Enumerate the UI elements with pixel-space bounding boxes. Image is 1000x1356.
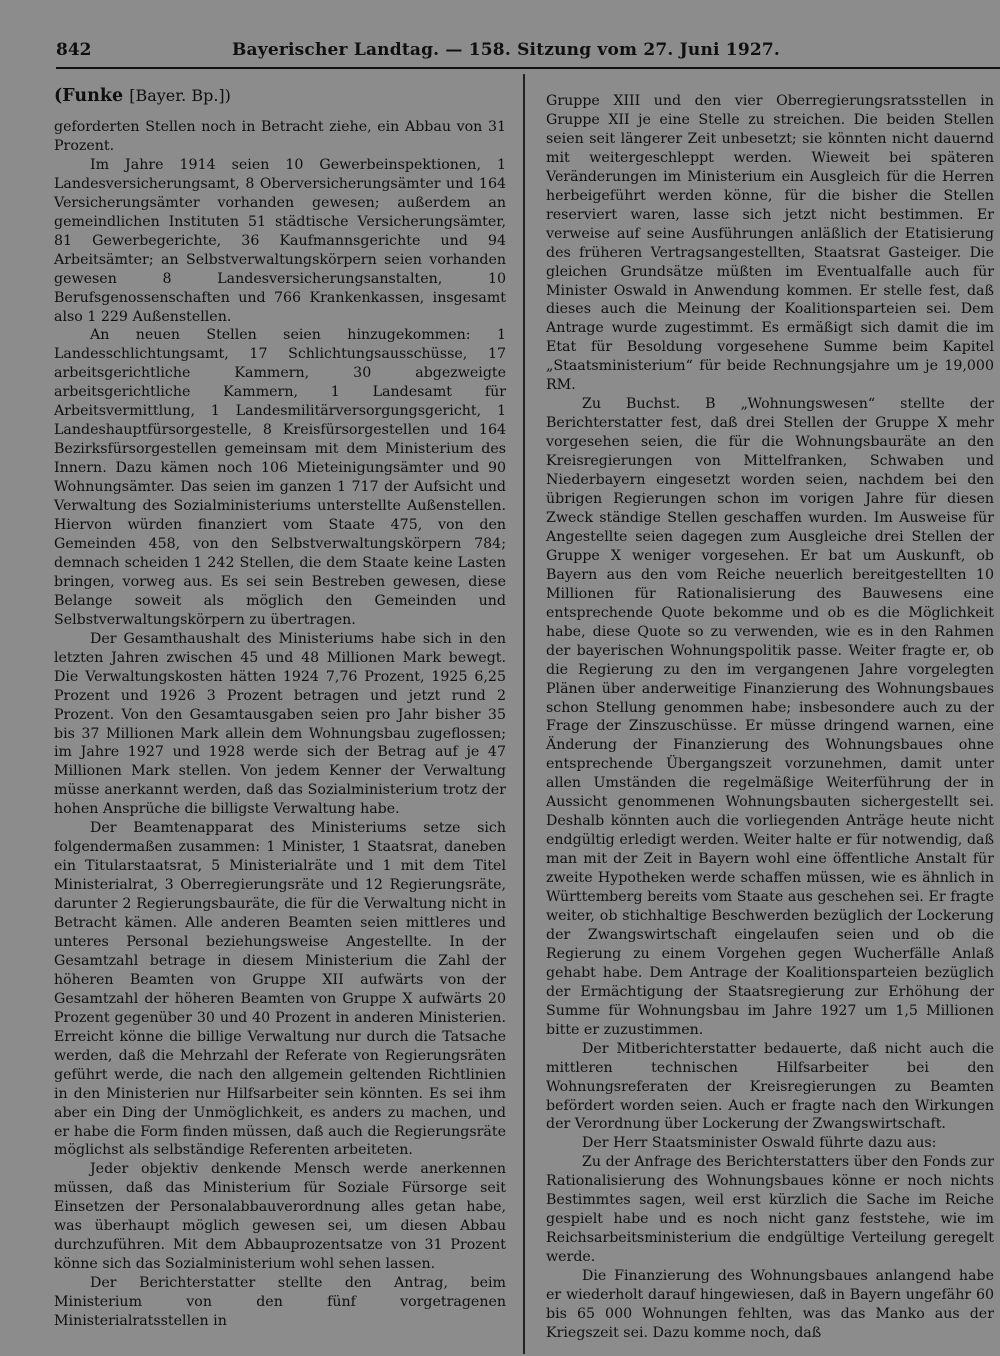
paragraph: Der Mitberichterstatter bedauerte, daß nicht auch die mittleren technischen Hilfsarbeiter bei den Wohnungsreferaten der Kreisregierungen zu Beamten befördert worden seien. Auch er fragte nach den Wirkungen der Verordnung über Lockerung der Zwangswirtschaft. — [546, 1040, 994, 1133]
running-head: Bayerischer Landtag. — 158. Sitzung vom 27. Juni 1927. — [231, 40, 781, 60]
paragraph: Zu der Anfrage des Berichterstatters über den Fonds zur Rationalisierung des Wohnungsbaues könne er noch nichts Bestimmtes sagen, weil erst kürzlich die Sache im Reiche gespielt habe und es noch nicht ganz feststehe, wie im Reichsarbeitsministerium die endgültige Verteilung geregelt werde. — [546, 1154, 994, 1266]
speaker-line — [54, 84, 506, 108]
left-column — [54, 84, 506, 1331]
column-divider — [523, 74, 525, 1354]
paragraph: Die Finanzierung des Wohnungsbaues anlangend habe er wiederholt darauf hingewiesen, daß in Bayern ungefähr 60 bis 65 000 Wohnungen fehlten, was das Manko aus der Kriegszeit sei. Dazu komme noch, daß — [546, 1268, 994, 1341]
paragraph: Der Gesamthaushalt des Ministeriums habe sich in den letzten Jahren zwischen 45 und 48 Millionen Mark bewegt. Die Verwaltungskosten hätten 1924 7,76 Prozent, 1925 6,25 Prozent und 1926 3 Prozent betragen und jetzt rund 2 Prozent. Von den Gesamtausgaben seien pro Jahr bisher 35 bis 37 Millionen Mark allein dem Wohnungsbau zugeflossen; im Jahre 1927 und 1928 werde sich der Betrag auf je 47 Millionen Mark stellen. Von jedem Kenner der Verwaltung müsse anerkannt werden, daß das Sozialministerium trotz der hohen Ansprüche die billigste Verwaltung habe. — [54, 630, 506, 818]
paragraph: Zu Buchst. B „Wohnungswesen“ stellte der Berichterstatter fest, daß drei Stellen der Gruppe X mehr vorgesehen seien, die für die Wohnungsbauräte an den Kreisregierungen von Mittelfranken, Schwaben und Niederbayern eingesetzt worden seien, nachdem bei den übrigen Regierungen schon im vorigen Jahre für diesen Zweck ständige Stellen geschaffen wurden. Im Ausweise für Angestellte seien dagegen zum Ausgleiche drei Stellen der Gruppe X weniger vorgesehen. Er bat um Auskunft, ob Bayern aus den vom Reiche neuerlich bereitgestellten 10 Millionen für Rationalisierung des Bauwesens eine entsprechende Quote bekomme und ob es die Möglichkeit habe, diese Quote so zu verwenden, wie es in den Rahmen der bayerischen Wohnungspolitik passe. Weiter fragte er, ob die Regierung zu den im vergangenen Jahre vorgelegten Plänen über anderweitige Finanzierung des Wohnungsbaues schon Stellung genommen habe; insbesondere auch zu der Frage der Zinszuschüsse. Er müsse dringend warnen, eine Änderung der Finanzierung des Wohnungsbaues ohne entsprechende Übergangszeit vorzunehmen, damit unter allen Umständen die regelmäßige Weiterführung der in Aussicht genommenen Wohnungsbauten sichergestellt sei. Deshalb könnten auch die vorliegenden Anträge heute nicht endgültig erledigt werden. Weiter halte er für notwendig, daß man mit der Zeit in Bayern wohl eine öffentliche Anstalt für zweite Hypotheken werde schaffen müssen, wie es ähnlich in Württemberg bereits vom Staate aus geschehen sei. Er fragte weiter, ob stichhaltige Beschwerden bezüglich der Lockerung der Zwangswirtschaft eingelaufen seien und ob die Regierung zu einem Vorgehen gegen Wucherfälle Anlaß gehabt habe. Dem Antrage der Koalitionsparteien bezüglich der Ermächtigung der Staatsregierung zur Erhöhung der Summe für Wohnungsbau im Jahre 1927 um 1,5 Millionen bitte er zuzustimmen. — [546, 396, 994, 1038]
paragraph: Im Jahre 1914 seien 10 Gewerbeinspektionen, 1 Landesversicherungsamt, 8 Oberversicherungsämter und 164 Versicherungsämter vorhanden gewesen; außerdem an gemeindlichen Instituten 51 städtische Versicherungsämter, 81 Gewerbegerichte, 36 Kaufmannsgerichte und 94 Arbeitsämter; an Selbstverwaltungskörpern seien vorhanden gewesen 8 Landesversicherungsanstalten, 10 Berufsgenossenschaften und 766 Krankenkassen, insgesamt also 1 229 Außenstellen. — [54, 156, 506, 325]
paragraph: Gruppe XIII und den vier Oberregierungsratsstellen in Gruppe XII je eine Stelle zu streichen. Die beiden Stellen seien seit längerer Zeit unbesetzt; sie könnten nicht dauernd mit weitergeschleppt werden. Wieweit bei späteren Veränderungen im Ministerium ein Ausgleich für die Herren herbeigeführt werden könne, für die bisher die Stellen reserviert waren, lasse sich jetzt nicht bestimmen. Er verweise auf seine Ausführungen anläßlich der Etatisierung des früheren Vertragsangestellten, Staatsrat Gasteiger. Die gleichen Grundsätze müßten im Eventualfalle auch für Minister Oswald in Anwendung kommen. Er stelle fest, daß dieses auch die Meinung der Koalitionsparteien sei. Dem Antrage wurde zugestimmt. Es ermäßigt sich damit die im Etat für Besoldung vorgesehene Summe beim Kapitel „Staatsministerium“ für beide Rechnungsjahre um je 19,000 RM. — [546, 93, 994, 394]
paragraph: geforderten Stellen noch in Betracht ziehe, ein Abbau von 31 Prozent. — [54, 119, 506, 154]
header-rule — [56, 67, 1000, 69]
speaker-party: [Bayer. Bp.]) — [129, 86, 231, 105]
right-column — [546, 92, 994, 1343]
speaker-name: (Funke — [54, 86, 124, 106]
page-header — [56, 40, 956, 66]
page-number: 842 — [56, 40, 92, 60]
paragraph: Der Beamtenapparat des Ministeriums setze sich folgendermaßen zusammen: 1 Minister, 1 Staatsrat, daneben ein Titularstaatsrat, 5 Ministerialräte und 1 mit dem Titel Ministerialrat, 3 Oberregierungsräte und 12 Regierungsräte, darunter 2 Regierungsbauräte, die für die Verwaltung nicht in Betracht kämen. Alle anderen Beamten seien mittleres und unteres Personal beziehungsweise Angestellte. In der Gesamtzahl betrage in diesem Ministerium die Zahl der höheren Beamten von Gruppe XII aufwärts von der Gesamtzahl der höheren Beamten von Gruppe X aufwärts 20 Prozent gegenüber 30 und 40 Prozent in anderen Ministerien. Erreicht könne die billige Verwaltung nur durch die Tatsache werden, daß die Mehrzahl der Referate von Regierungsräten geführt werde, die nach den allgemein geltenden Richtlinien in den Ministerien nur Hilfsarbeiter sein könnten. Es sei ihm aber ein Ding der Unmöglichkeit, es anders zu machen, und er habe die Form finden müssen, daß auch die Regierungsräte möglichst als selbständige Referenten arbeiteten. — [54, 820, 506, 1159]
paragraph: Der Herr Staatsminister Oswald führte dazu aus: — [582, 1135, 937, 1152]
paragraph: Jeder objektiv denkende Mensch werde anerkennen müssen, daß das Ministerium für Soziale Fürsorge seit Einsetzen der Personalabbauverordnung alles getan habe, was überhaupt möglich gewesen sei, um diesen Abbau durchzuführen. Mit dem Abbauprozentsatze von 31 Prozent könne sich das Sozialministerium wohl sehen lassen. — [54, 1161, 506, 1273]
paragraph: An neuen Stellen seien hinzugekommen: 1 Landesschlichtungsamt, 17 Schlichtungsausschüsse, 17 arbeitsgerichtliche Kammern, 30 abgezweigte arbeitsgerichtliche Kammern, 1 Landesamt für Arbeitsvermittlung, 1 Landesmilitärversorgungsgericht, 1 Landeshauptfürsorgestelle, 8 Kreisfürsorgestellen und 164 Bezirksfürsorgestellen gemeinsam mit dem Ministerium des Innern. Dazu kämen noch 106 Mieteinigungsämter und 90 Wohnungsämter. Das seien im ganzen 1 717 der Aufsicht und Verwaltung des Sozialministeriums unterstellte Außenstellen. Hiervon würden finanziert vom Staate 475, von den Gemeinden 458, von den Selbstverwaltungskörpern 784; demnach scheiden 1 242 Stellen, die dem Staate keine Lasten bringen, vorweg aus. Es sei sein Bestreben gewesen, diese Belange soweit als möglich den Gemeinden und Selbstverwaltungskörpern zu übertragen. — [54, 327, 506, 628]
paragraph: Der Berichterstatter stellte den Antrag, beim Ministerium von den fünf vorgetragenen Ministerialratsstellen in — [54, 1275, 506, 1330]
